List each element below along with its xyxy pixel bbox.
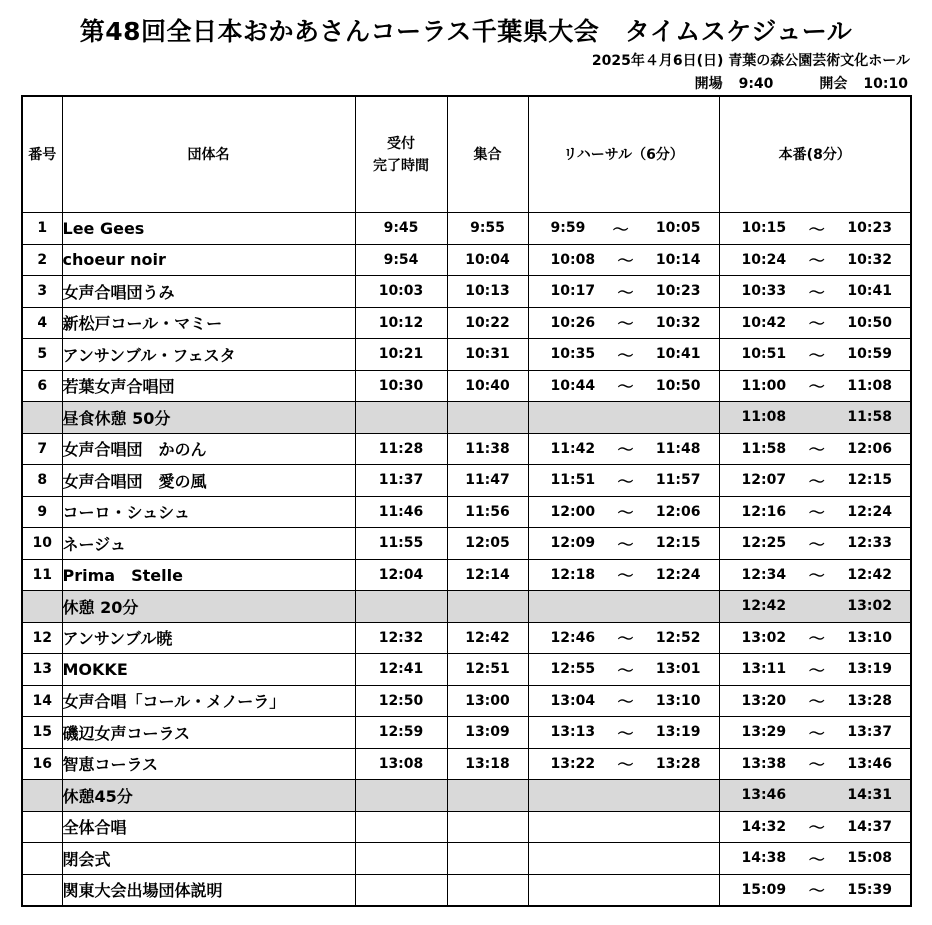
time-range — [719, 811, 911, 843]
range-start: 9:59 — [550, 220, 586, 237]
rehearsal-range — [528, 811, 719, 843]
tilde-separator: 〜 — [617, 629, 634, 649]
row-number: 8 — [22, 465, 62, 497]
group-name: アンサンブル・フェスタ — [62, 339, 355, 371]
range-start: 12:34 — [741, 566, 787, 583]
range-end: 13:19 — [655, 724, 701, 741]
range-start: 12:46 — [550, 629, 596, 646]
group-name: 智恵コーラス — [62, 748, 355, 780]
rehearsal-range — [528, 843, 719, 875]
range-start: 13:46 — [741, 787, 787, 804]
tilde-separator: 〜 — [808, 314, 825, 334]
range-start: 10:08 — [550, 251, 596, 268]
time-range — [719, 465, 911, 497]
open-start-times — [695, 73, 908, 93]
tilde-separator: 〜 — [612, 219, 629, 239]
event-label: 閉会式 — [62, 843, 355, 875]
reception-time — [355, 780, 447, 812]
time-range — [528, 685, 719, 717]
range-start: 13:22 — [550, 755, 596, 772]
date-venue: 2025年４月6日(日) 青葉の森公園芸術文化ホール — [591, 53, 910, 69]
time-range — [719, 748, 911, 780]
range-end: 11:08 — [847, 377, 892, 394]
col-header-reception: 受付 完了時間 — [355, 96, 447, 213]
group-name: ネージュ — [62, 528, 355, 560]
assembly-time: 10:40 — [447, 370, 528, 402]
table-row — [22, 276, 911, 308]
group-name: 新松戸コール・マミー — [62, 307, 355, 339]
reception-time: 12:32 — [355, 622, 447, 654]
time-range — [528, 748, 719, 780]
range-start: 12:18 — [550, 566, 596, 583]
range-end: 13:02 — [847, 598, 892, 615]
row-number: 13 — [22, 654, 62, 686]
range-end: 13:28 — [847, 692, 892, 709]
row-number — [22, 402, 62, 434]
tilde-separator: 〜 — [617, 471, 634, 491]
tilde-separator: 〜 — [808, 503, 825, 523]
range-end: 13:10 — [655, 692, 701, 709]
range-end: 12:15 — [655, 535, 701, 552]
reception-time: 13:08 — [355, 748, 447, 780]
range-end: 15:08 — [847, 850, 892, 867]
tilde-separator: 〜 — [808, 755, 825, 775]
reception-time: 12:59 — [355, 717, 447, 749]
tilde-separator: 〜 — [617, 692, 634, 712]
range-end: 13:19 — [847, 661, 892, 678]
table-row — [22, 622, 911, 654]
range-start: 13:29 — [741, 724, 787, 741]
rehearsal-range — [528, 780, 719, 812]
tilde-separator: 〜 — [808, 566, 825, 586]
row-number: 2 — [22, 244, 62, 276]
range-end: 12:06 — [655, 503, 701, 520]
tilde-separator: 〜 — [808, 881, 825, 901]
time-range — [528, 433, 719, 465]
time-range — [528, 528, 719, 560]
time-range — [719, 591, 911, 623]
group-name: アンサンブル暁 — [62, 622, 355, 654]
range-end: 13:10 — [847, 629, 892, 646]
group-name: Prima Stelle — [62, 559, 355, 591]
reception-time — [355, 811, 447, 843]
range-start: 11:58 — [741, 440, 787, 457]
assembly-time — [447, 780, 528, 812]
table-row — [22, 339, 911, 371]
tilde-separator: 〜 — [617, 723, 634, 743]
time-range — [528, 559, 719, 591]
reception-time: 9:45 — [355, 213, 447, 245]
time-range — [719, 402, 911, 434]
range-end: 12:24 — [847, 503, 892, 520]
table-row — [22, 654, 911, 686]
range-end: 10:41 — [655, 346, 701, 363]
table-row — [22, 213, 911, 245]
row-number: 11 — [22, 559, 62, 591]
range-start: 12:55 — [550, 661, 596, 678]
assembly-time: 10:04 — [447, 244, 528, 276]
row-number: 12 — [22, 622, 62, 654]
reception-time: 11:55 — [355, 528, 447, 560]
tilde-separator: 〜 — [808, 345, 825, 365]
event-label: 休憩45分 — [62, 780, 355, 812]
closing-row — [22, 874, 911, 906]
time-range — [719, 339, 911, 371]
group-name: 女声合唱「コール・メノーラ」 — [62, 685, 355, 717]
range-start: 12:00 — [550, 503, 596, 520]
range-start: 10:44 — [550, 377, 596, 394]
range-end: 10:05 — [655, 220, 701, 237]
group-name: 女声合唱団 かのん — [62, 433, 355, 465]
range-start: 12:16 — [741, 503, 787, 520]
range-end: 10:32 — [655, 314, 701, 331]
time-range — [528, 276, 719, 308]
assembly-time: 10:13 — [447, 276, 528, 308]
tilde-separator: 〜 — [617, 755, 634, 775]
assembly-time: 12:42 — [447, 622, 528, 654]
tilde-separator: 〜 — [808, 251, 825, 271]
range-end: 13:46 — [847, 755, 892, 772]
tilde-separator: 〜 — [617, 503, 634, 523]
schedule-body — [22, 213, 911, 907]
schedule-table — [21, 95, 912, 907]
assembly-time: 12:05 — [447, 528, 528, 560]
rehearsal-range — [528, 874, 719, 906]
reception-time: 10:03 — [355, 276, 447, 308]
time-range — [528, 654, 719, 686]
row-number: 10 — [22, 528, 62, 560]
group-name: コーロ・シュシュ — [62, 496, 355, 528]
row-number — [22, 874, 62, 906]
reception-time: 9:54 — [355, 244, 447, 276]
time-range — [528, 717, 719, 749]
tilde-separator: 〜 — [617, 251, 634, 271]
open-label: 開場 — [694, 76, 723, 92]
time-range — [719, 559, 911, 591]
tilde-separator: 〜 — [808, 629, 825, 649]
rehearsal-range — [528, 402, 719, 434]
tilde-separator: 〜 — [617, 314, 634, 334]
assembly-time: 11:56 — [447, 496, 528, 528]
range-end: 10:14 — [655, 251, 701, 268]
assembly-time: 9:55 — [447, 213, 528, 245]
row-number: 16 — [22, 748, 62, 780]
table-row — [22, 559, 911, 591]
range-end: 10:50 — [655, 377, 701, 394]
range-start: 10:35 — [550, 346, 596, 363]
time-range — [719, 528, 911, 560]
range-start: 11:08 — [741, 409, 787, 426]
row-number: 1 — [22, 213, 62, 245]
table-row — [22, 748, 911, 780]
reception-time — [355, 402, 447, 434]
range-start: 10:15 — [741, 220, 787, 237]
page-title: 第48回全日本おかあさんコーラス千葉県大会 タイムスケジュール — [79, 17, 853, 46]
group-name: Lee Gees — [62, 213, 355, 245]
range-end: 10:32 — [847, 251, 892, 268]
range-start: 13:20 — [741, 692, 787, 709]
time-range — [719, 433, 911, 465]
time-range — [719, 370, 911, 402]
table-row — [22, 685, 911, 717]
reception-time: 10:12 — [355, 307, 447, 339]
group-name: 女声合唱団うみ — [62, 276, 355, 308]
range-end: 12:15 — [847, 472, 892, 489]
time-range — [719, 276, 911, 308]
time-range — [528, 307, 719, 339]
time-range — [528, 339, 719, 371]
tilde-separator: 〜 — [808, 818, 825, 838]
time-range — [528, 213, 719, 245]
tilde-separator: 〜 — [808, 219, 825, 239]
break-row — [22, 780, 911, 812]
range-end: 11:57 — [655, 472, 701, 489]
range-start: 11:42 — [550, 440, 596, 457]
range-end: 15:39 — [847, 881, 892, 898]
range-end: 10:59 — [847, 346, 892, 363]
range-end: 10:23 — [847, 220, 892, 237]
range-start: 11:00 — [741, 377, 787, 394]
row-number: 4 — [22, 307, 62, 339]
closing-row — [22, 811, 911, 843]
reception-time: 12:50 — [355, 685, 447, 717]
header-row — [22, 96, 911, 213]
assembly-time: 12:14 — [447, 559, 528, 591]
table-row — [22, 433, 911, 465]
tilde-separator: 〜 — [808, 377, 825, 397]
col-header-name: 団体名 — [62, 96, 355, 213]
event-label: 昼食休憩 50分 — [62, 402, 355, 434]
time-range — [719, 496, 911, 528]
time-range — [528, 496, 719, 528]
tilde-separator: 〜 — [808, 692, 825, 712]
table-row — [22, 496, 911, 528]
col-header-rehearsal: リハーサル（6分） — [528, 96, 719, 213]
table-row — [22, 528, 911, 560]
break-row — [22, 591, 911, 623]
row-number: 5 — [22, 339, 62, 371]
range-start: 12:09 — [550, 535, 596, 552]
rehearsal-range — [528, 591, 719, 623]
time-range — [719, 654, 911, 686]
col-header-no: 番号 — [22, 96, 62, 213]
col-header-assembly: 集合 — [447, 96, 528, 213]
tilde-separator: 〜 — [808, 723, 825, 743]
range-start: 10:42 — [741, 314, 787, 331]
range-start: 10:26 — [550, 314, 596, 331]
reception-time: 10:30 — [355, 370, 447, 402]
event-label: 休憩 20分 — [62, 591, 355, 623]
range-start: 10:24 — [741, 251, 787, 268]
range-end: 12:24 — [655, 566, 701, 583]
tilde-separator: 〜 — [808, 471, 825, 491]
row-number: 6 — [22, 370, 62, 402]
reception-time: 12:41 — [355, 654, 447, 686]
time-range — [528, 244, 719, 276]
tilde-separator: 〜 — [617, 534, 634, 554]
range-end: 11:48 — [655, 440, 701, 457]
assembly-time — [447, 811, 528, 843]
assembly-time — [447, 843, 528, 875]
time-range — [719, 874, 911, 906]
range-end: 10:23 — [655, 283, 701, 300]
range-start: 12:42 — [741, 598, 787, 615]
reception-time: 11:37 — [355, 465, 447, 497]
table-row — [22, 370, 911, 402]
range-start: 13:02 — [741, 629, 787, 646]
reception-time — [355, 843, 447, 875]
event-label: 全体合唱 — [62, 811, 355, 843]
range-end: 14:31 — [847, 787, 892, 804]
tilde-separator: 〜 — [617, 345, 634, 365]
range-start: 13:13 — [550, 724, 596, 741]
reception-time: 10:21 — [355, 339, 447, 371]
range-end: 13:01 — [655, 661, 701, 678]
group-name: MOKKE — [62, 654, 355, 686]
row-number: 14 — [22, 685, 62, 717]
tilde-separator: 〜 — [808, 440, 825, 460]
range-end: 12:06 — [847, 440, 892, 457]
assembly-time — [447, 402, 528, 434]
time-range — [528, 370, 719, 402]
assembly-time — [447, 874, 528, 906]
row-number: 3 — [22, 276, 62, 308]
reception-time — [355, 591, 447, 623]
row-number — [22, 811, 62, 843]
tilde-separator: 〜 — [617, 282, 634, 302]
range-start: 13:11 — [741, 661, 787, 678]
range-start: 12:07 — [741, 472, 787, 489]
group-name: 若葉女声合唱団 — [62, 370, 355, 402]
range-start: 13:04 — [550, 692, 596, 709]
row-number — [22, 843, 62, 875]
range-start: 14:38 — [741, 850, 787, 867]
reception-time: 11:28 — [355, 433, 447, 465]
range-start: 11:51 — [550, 472, 596, 489]
range-end: 14:37 — [847, 818, 892, 835]
assembly-time — [447, 591, 528, 623]
tilde-separator: 〜 — [617, 660, 634, 680]
assembly-time: 13:00 — [447, 685, 528, 717]
open-time: 9:40 — [738, 76, 774, 92]
range-start: 13:38 — [741, 755, 787, 772]
range-end: 12:42 — [847, 566, 892, 583]
table-row — [22, 244, 911, 276]
time-range — [719, 622, 911, 654]
start-time: 10:10 — [863, 76, 908, 92]
reception-time — [355, 874, 447, 906]
group-name: 女声合唱団 愛の風 — [62, 465, 355, 497]
range-start: 14:32 — [741, 818, 787, 835]
row-number — [22, 591, 62, 623]
col-header-performance: 本番(8分） — [719, 96, 911, 213]
reception-time: 11:46 — [355, 496, 447, 528]
time-range — [719, 717, 911, 749]
row-number — [22, 780, 62, 812]
range-end: 13:28 — [655, 755, 701, 772]
time-range — [719, 685, 911, 717]
range-start: 15:09 — [741, 881, 787, 898]
row-number: 15 — [22, 717, 62, 749]
time-range — [719, 307, 911, 339]
tilde-separator: 〜 — [808, 534, 825, 554]
tilde-separator: 〜 — [808, 849, 825, 869]
tilde-separator: 〜 — [617, 440, 634, 460]
time-range — [528, 622, 719, 654]
row-number: 9 — [22, 496, 62, 528]
tilde-separator: 〜 — [808, 282, 825, 302]
closing-row — [22, 843, 911, 875]
range-start: 12:25 — [741, 535, 787, 552]
table-row — [22, 717, 911, 749]
assembly-time: 10:22 — [447, 307, 528, 339]
time-range — [719, 780, 911, 812]
table-row — [22, 465, 911, 497]
time-range — [528, 465, 719, 497]
time-range — [719, 843, 911, 875]
assembly-time: 13:09 — [447, 717, 528, 749]
group-name: choeur noir — [62, 244, 355, 276]
range-start: 10:33 — [741, 283, 787, 300]
tilde-separator: 〜 — [617, 377, 634, 397]
reception-time: 12:04 — [355, 559, 447, 591]
assembly-time: 10:31 — [447, 339, 528, 371]
start-label: 開会 — [819, 76, 848, 92]
range-end: 10:41 — [847, 283, 892, 300]
event-label: 関東大会出場団体説明 — [62, 874, 355, 906]
range-end: 12:33 — [847, 535, 892, 552]
table-row — [22, 307, 911, 339]
tilde-separator: 〜 — [808, 660, 825, 680]
assembly-time: 11:38 — [447, 433, 528, 465]
group-name: 磯辺女声コーラス — [62, 717, 355, 749]
assembly-time: 12:51 — [447, 654, 528, 686]
range-end: 13:37 — [847, 724, 892, 741]
range-start: 10:17 — [550, 283, 596, 300]
break-row — [22, 402, 911, 434]
range-end: 11:58 — [847, 409, 892, 426]
tilde-separator: 〜 — [617, 566, 634, 586]
row-number: 7 — [22, 433, 62, 465]
assembly-time: 13:18 — [447, 748, 528, 780]
assembly-time: 11:47 — [447, 465, 528, 497]
time-range — [719, 213, 911, 245]
range-end: 10:50 — [847, 314, 892, 331]
range-end: 12:52 — [655, 629, 701, 646]
time-range — [719, 244, 911, 276]
range-start: 10:51 — [741, 346, 787, 363]
